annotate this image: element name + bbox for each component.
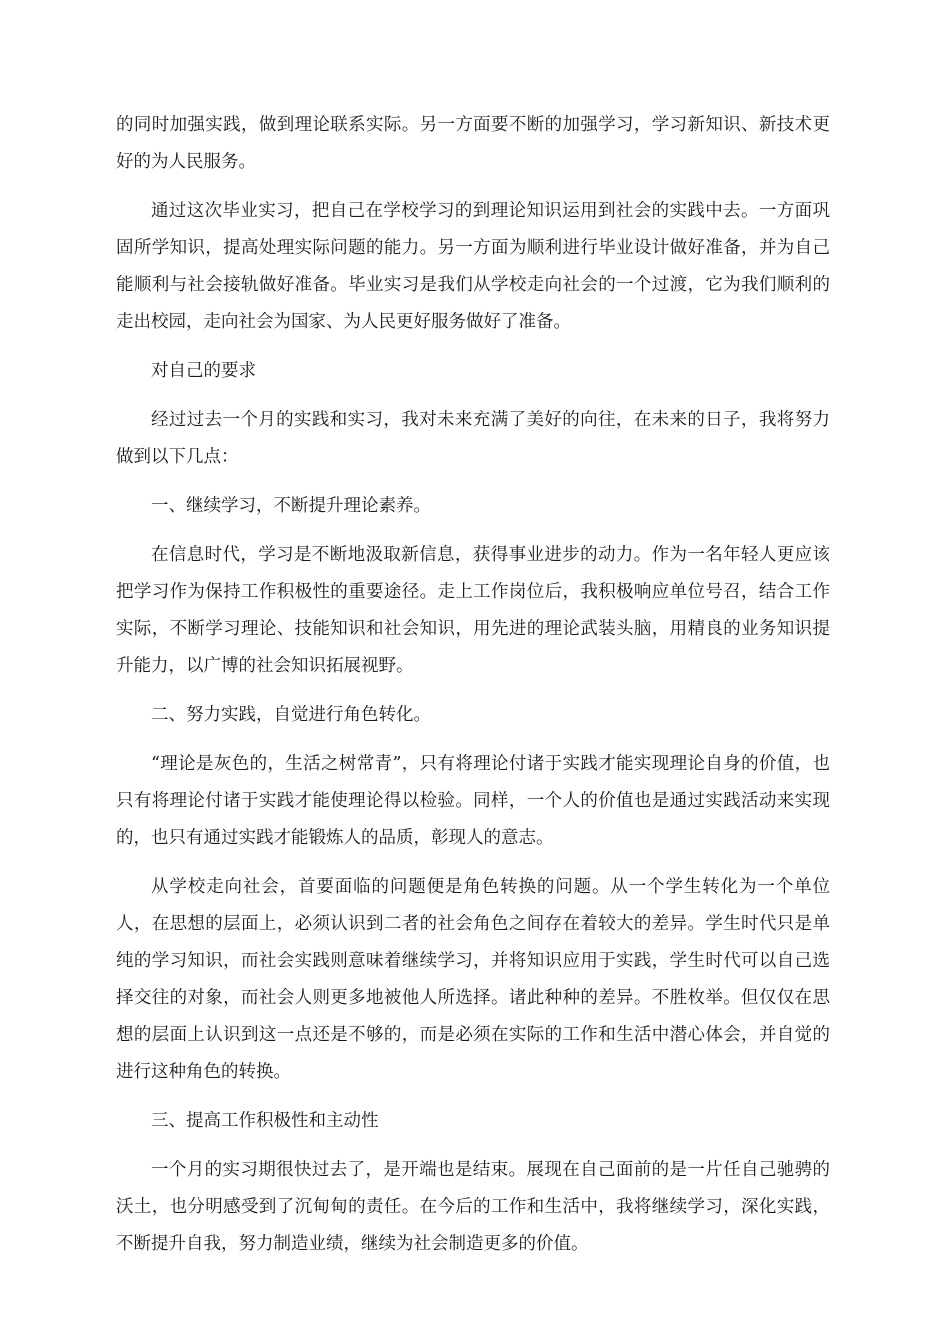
paragraph-point-2b: 从学校走向社会，首要面临的问题便是角色转换的问题。从一个学生转化为一个单位人，在思想的层面上，必须认识到二者的社会角色之间存在着较大的差异。学生时代只是单纯的学习知识，而社会实践则意味着继续学习，并将知识应用于实践，学生时代可以自己选择交往的对象，而社会人则更多地被他人所选择。诸此种种的差异。不胜枚举。但仅仅在思想的层面上认识到这一点还是不够的，而是必须在实际的工作和生活中潜心体会，并自觉的进行这种角色的转换。 — [116, 877, 830, 1082]
paragraph-internship-purpose: 通过这次毕业实习，把自己在学校学习的到理论知识运用到社会的实践中去。一方面巩固所学知识，提高处理实际问题的能力。另一方面为顺利进行毕业设计做好准备，并为自己能顺利与社会接轨做好准备。毕业实习是我们从学校走向社会的一个过渡，它为我们顺利的走出校园，走向社会为国家、为人民更好服务做好了准备。 — [116, 201, 830, 332]
point-heading-2: 二、努力实践，自觉进行角色转化。 — [151, 705, 431, 725]
paragraph-continuation: 的同时加强实践，做到理论联系实际。另一方面要不断的加强学习，学习新知识、新技术更好的为人民服务。 — [116, 115, 830, 172]
paragraph-point-2a: “理论是灰色的，生活之树常青”，只有将理论付诸于实践才能实现理论自身的价值，也只有将理论付诸于实践才能使理论得以检验。同样，一个人的价值也是通过实践活动来实现的，也只有通过实践才能锻炼人的品质，彰现人的意志。 — [116, 754, 830, 848]
paragraph-point-1: 在信息时代，学习是不断地汲取新信息，获得事业进步的动力。作为一名年轻人更应该把学习作为保持工作积极性的重要途径。走上工作岗位后，我积极响应单位号召，结合工作实际，不断学习理论、技能知识和社会知识，用先进的理论武装头脑，用精良的业务知识提升能力，以广博的社会知识拓展视野。 — [116, 545, 830, 676]
paragraph-intro-points: 经过过去一个月的实践和实习，我对未来充满了美好的向往，在未来的日子，我将努力做到以下几点： — [116, 410, 830, 467]
paragraph-point-3: 一个月的实习期很快过去了，是开端也是结束。展现在自己面前的是一片任自己驰骋的沃土，也分明感受到了沉甸甸的责任。在今后的工作和生活中，我将继续学习，深化实践，不断提升自我，努力制造业绩，继续为社会制造更多的价值。 — [116, 1160, 830, 1254]
point-heading-3: 三、提高工作积极性和主动性 — [151, 1111, 379, 1131]
point-heading-1: 一、继续学习，不断提升理论素养。 — [151, 496, 431, 516]
document-page — [116, 107, 830, 1275]
section-heading-self-requirements: 对自己的要求 — [151, 361, 256, 381]
